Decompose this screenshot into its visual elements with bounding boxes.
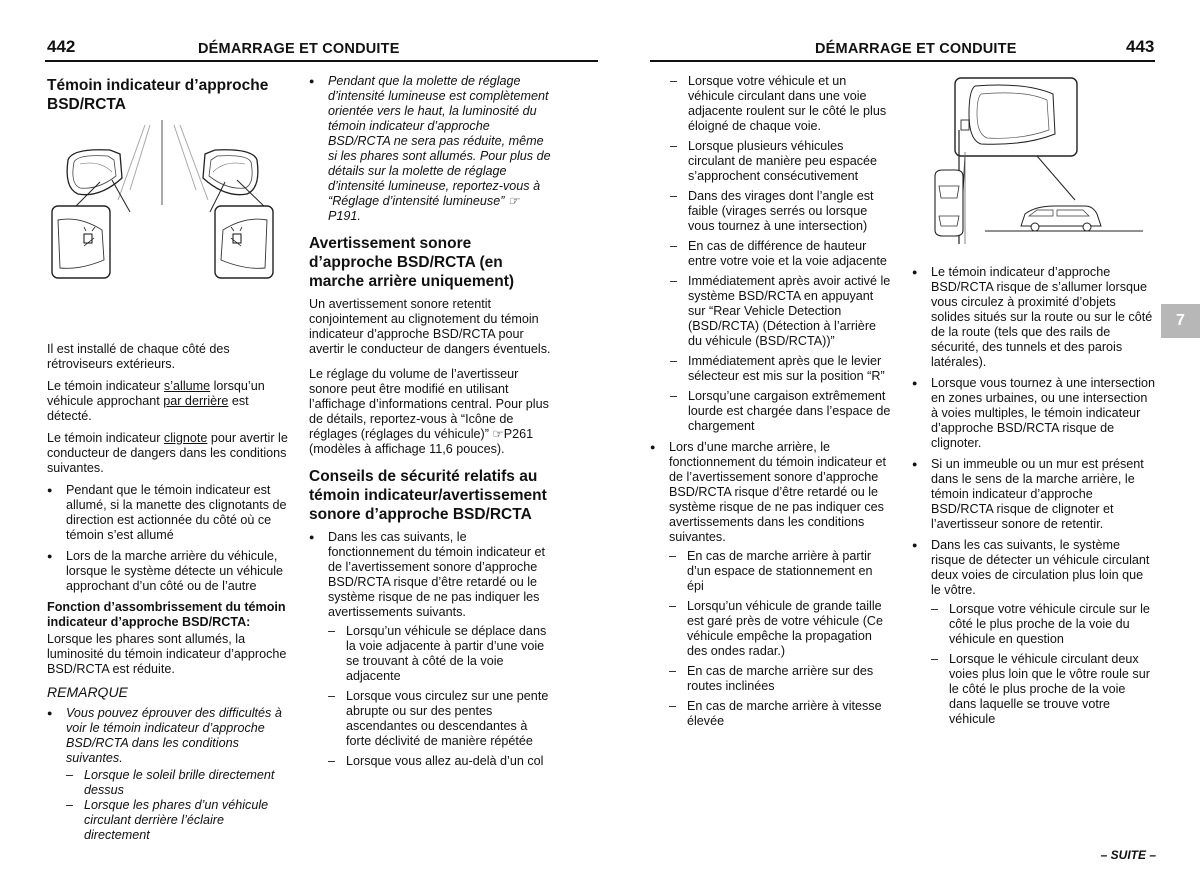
chapter-tab[interactable]: 7 bbox=[1161, 304, 1200, 338]
bullet-list-false-alerts bbox=[912, 265, 1156, 727]
list-item: ● Pendant que le témoin indicateur est allumé, si la manette des clignotants de direction est actionnée du côté où ce témoin s’est allumé bbox=[47, 483, 291, 543]
right-page-number: 443 bbox=[1126, 37, 1155, 56]
list-item: ● Dans les cas suivants, le système risque de détecter un véhicule circulant deux voies de circulation plus loin que le vôtre. – Lorsque votre véhicule circule sur le côté le plus proche de la voie du véhicule en question – Lorsque le véhicule circulant deux voies plus loin que le vôtre roule sur le côté le plus proche de la voie dans laquelle se trouve votre véhicule bbox=[912, 538, 1156, 727]
list-item: ● Le témoin indicateur d’approche BSD/RCTA risque de s’allumer lorsque vous circulez à proximité d’objets solides situés sur la route ou sur le côté de la route (tels que des rails de sécurité, des tunnels et des parois latérales). bbox=[912, 265, 1156, 370]
sub-heading-dimming: Fonction d’assombrissement du témoin indicateur d’approche BSD/RCTA: bbox=[47, 600, 286, 629]
list-item: – Lorsque votre véhicule et un véhicule circulant dans une voie adjacente roulent sur le côté le plus éloigné de chaque voie. bbox=[670, 74, 892, 134]
list-item: – En cas de marche arrière sur des routes inclinées bbox=[669, 664, 892, 694]
right-header-rule bbox=[650, 60, 1155, 62]
list-item: ● Lorsque vous tournez à une intersection en zones urbaines, ou une intersection à voies multiples, le témoin indicateur d’approche BSD/RCTA risque de clignoter. bbox=[912, 376, 1156, 451]
remark-list bbox=[47, 706, 291, 843]
left-header-rule bbox=[45, 60, 598, 62]
list-item: – En cas de marche arrière à vitesse élevée bbox=[669, 699, 892, 729]
paragraph-dimming: Lorsque les phares sont allumés, la luminosité du témoin indicateur d’approche BSD/RCTA est réduite. bbox=[47, 632, 287, 676]
list-item: – En cas de différence de hauteur entre votre voie et la voie adjacente bbox=[670, 239, 892, 269]
list-item: ● Lors de la marche arrière du véhicule, lorsque le système détecte un véhicule approchant d’un côté ou de l’autre bbox=[47, 549, 291, 594]
paragraph-lights-up: Le témoin indicateur s’allume lorsqu’un véhicule approchant par derrière est détecté. bbox=[47, 379, 265, 423]
continued-footer: – SUITE – bbox=[1100, 848, 1156, 862]
paragraph-location: Il est installé de chaque côté des rétroviseurs extérieurs. bbox=[47, 342, 230, 371]
list-item: – En cas de marche arrière à partir d’un espace de stationnement en épi bbox=[669, 549, 892, 594]
left-page-number: 442 bbox=[47, 37, 76, 56]
list-item: ● Vous pouvez éprouver des difficultés à voir le témoin indicateur d’approche BSD/RCTA dans les conditions suivantes. – Lorsque le soleil brille directement dessus – Lorsque les phares d’un véhicule circulant derrière l’éclaire directement bbox=[47, 706, 291, 843]
list-item: – Lorsque vous allez au-delà d’un col bbox=[328, 754, 551, 769]
bullet-list-conditions bbox=[47, 483, 291, 594]
right-running-head: DÉMARRAGE ET CONDUITE bbox=[815, 41, 1017, 57]
remark-list-continued bbox=[309, 74, 551, 224]
section-heading-bsd-indicator: Témoin indicateur d’approche BSD/RCTA bbox=[47, 77, 269, 113]
list-item: – Lorsqu’un véhicule de grande taille est garé près de votre véhicule (Ce véhicule empêche la propagation des ondes radar.) bbox=[669, 599, 892, 659]
list-item: – Dans des virages dont l’angle est faible (virages serrés ou lorsque vous tournez à une intersection) bbox=[670, 189, 892, 234]
list-item: – Lorsque le véhicule circulant deux voies plus loin que le vôtre roule sur le côté le plus proche de la voie dans laquelle se trouve votre véhicule bbox=[931, 652, 1156, 727]
list-item: – Immédiatement après avoir activé le système BSD/RCTA en appuyant sur “Rear Vehicle Detection (BSD/RCTA) (Détection à l’arrière du véhicule (BSD/RCTA))” bbox=[670, 274, 892, 349]
list-item: – Immédiatement après que le levier sélecteur est mis sur la position “R” bbox=[670, 354, 892, 384]
column-2 bbox=[309, 74, 551, 775]
bullet-list-safety bbox=[309, 530, 551, 769]
list-item: ● Si un immeuble ou un mur est présent dans le sens de la marche arrière, le témoin indicateur d’approche BSD/RCTA risque de clignoter et l’avertisseur sonore de retentir. bbox=[912, 457, 1156, 532]
paragraph-volume: Le réglage du volume de l’avertisseur sonore peut être modifié en utilisant l’affichage d’informations central. Pour plus de détails, reportez-vous à “Icône de réglages (réglages du véhicule)” ☞P261 (modèles à affichage 11,6 pouces). bbox=[309, 367, 549, 456]
list-item: – Lorsque votre véhicule circule sur le côté le plus proche de la voie du véhicule en question bbox=[931, 602, 1156, 647]
section-heading-audible-warning: Avertissement sonore d’approche BSD/RCTA (en marche arrière uniquement) bbox=[309, 235, 515, 290]
list-item: ● Lors d’une marche arrière, le fonctionnement du témoin indicateur et de l’avertissement sonore d’approche BSD/RCTA risque d’être retardé ou le système risque de ne pas indiquer ces avertissements dans les conditions suivantes. – En cas de marche arrière à partir d’un espace de stationnement en épi – Lorsqu’un véhicule de grande taille est garé près de votre véhicule (Ce véhicule empêche la propagation des ondes radar.) – En cas de marche arrière sur des routes inclinées – En cas de marche arrière à vitesse élevée bbox=[650, 440, 892, 729]
column-3 bbox=[650, 74, 892, 735]
roadside-illustration bbox=[925, 74, 1155, 244]
column-4 bbox=[912, 265, 1156, 733]
bullet-list-reversing bbox=[650, 440, 892, 729]
list-item: ● Dans les cas suivants, le fonctionnement du témoin indicateur et de l’avertissement sonore d’approche BSD/RCTA risque d’être retardé ou le système risque de ne pas indiquer les avertissements suivants. – Lorsqu’un véhicule se déplace dans la voie adjacente à partir d’une voie se trouvant à côté de la voie adjacente – Lorsque vous circulez sur une pente abrupte ou sur des pentes ascendantes ou descendantes à forte déclivité de manière répétée – Lorsque vous allez au-delà d’un col bbox=[309, 530, 551, 769]
left-running-head: DÉMARRAGE ET CONDUITE bbox=[198, 41, 400, 57]
list-item: – Lorsque plusieurs véhicules circulant de manière peu espacée s’approchent consécutivement bbox=[670, 139, 892, 184]
paragraph-buzzer: Un avertissement sonore retentit conjointement au clignotement du témoin indicateur d’approche BSD/RCTA pour avertir le conducteur de dangers éventuels. bbox=[309, 297, 551, 356]
paragraph-flashes: Le témoin indicateur clignote pour avertir le conducteur de dangers dans les conditions suivantes. bbox=[47, 431, 288, 475]
list-item: – Lorsque vous circulez sur une pente abrupte ou sur des pentes ascendantes ou descendantes à forte déclivité de manière répétée bbox=[328, 689, 551, 749]
remark-title: REMARQUE bbox=[47, 684, 128, 700]
section-heading-safety: Conseils de sécurité relatifs au témoin indicateur/avertissement sonore d’approche BSD/RCTA bbox=[309, 468, 547, 523]
list-item: – Lorsqu’un véhicule se déplace dans la voie adjacente à partir d’une voie se trouvant à côté de la voie adjacente bbox=[328, 624, 551, 684]
list-item: ● Pendant que la molette de réglage d’intensité lumineuse est complètement orientée vers le haut, la luminosité du témoin indicateur d’approche BSD/RCTA ne sera pas réduite, même si les phares sont allumés. Pour plus de détails sur la molette de réglage d’intensité lumineuse, reportez-vous à “Réglage d’intensité lumineuse” ☞P191. bbox=[309, 74, 551, 224]
list-item: – Lorsque les phares d’un véhicule circulant derrière l’éclaire directement bbox=[66, 798, 291, 843]
list-item: – Lorsqu’une cargaison extrêmement lourde est chargée dans l’espace de chargement bbox=[670, 389, 892, 434]
list-item: – Lorsque le soleil brille directement dessus bbox=[66, 768, 291, 798]
mirror-illustration bbox=[50, 120, 275, 282]
dash-list-cases bbox=[670, 74, 892, 434]
